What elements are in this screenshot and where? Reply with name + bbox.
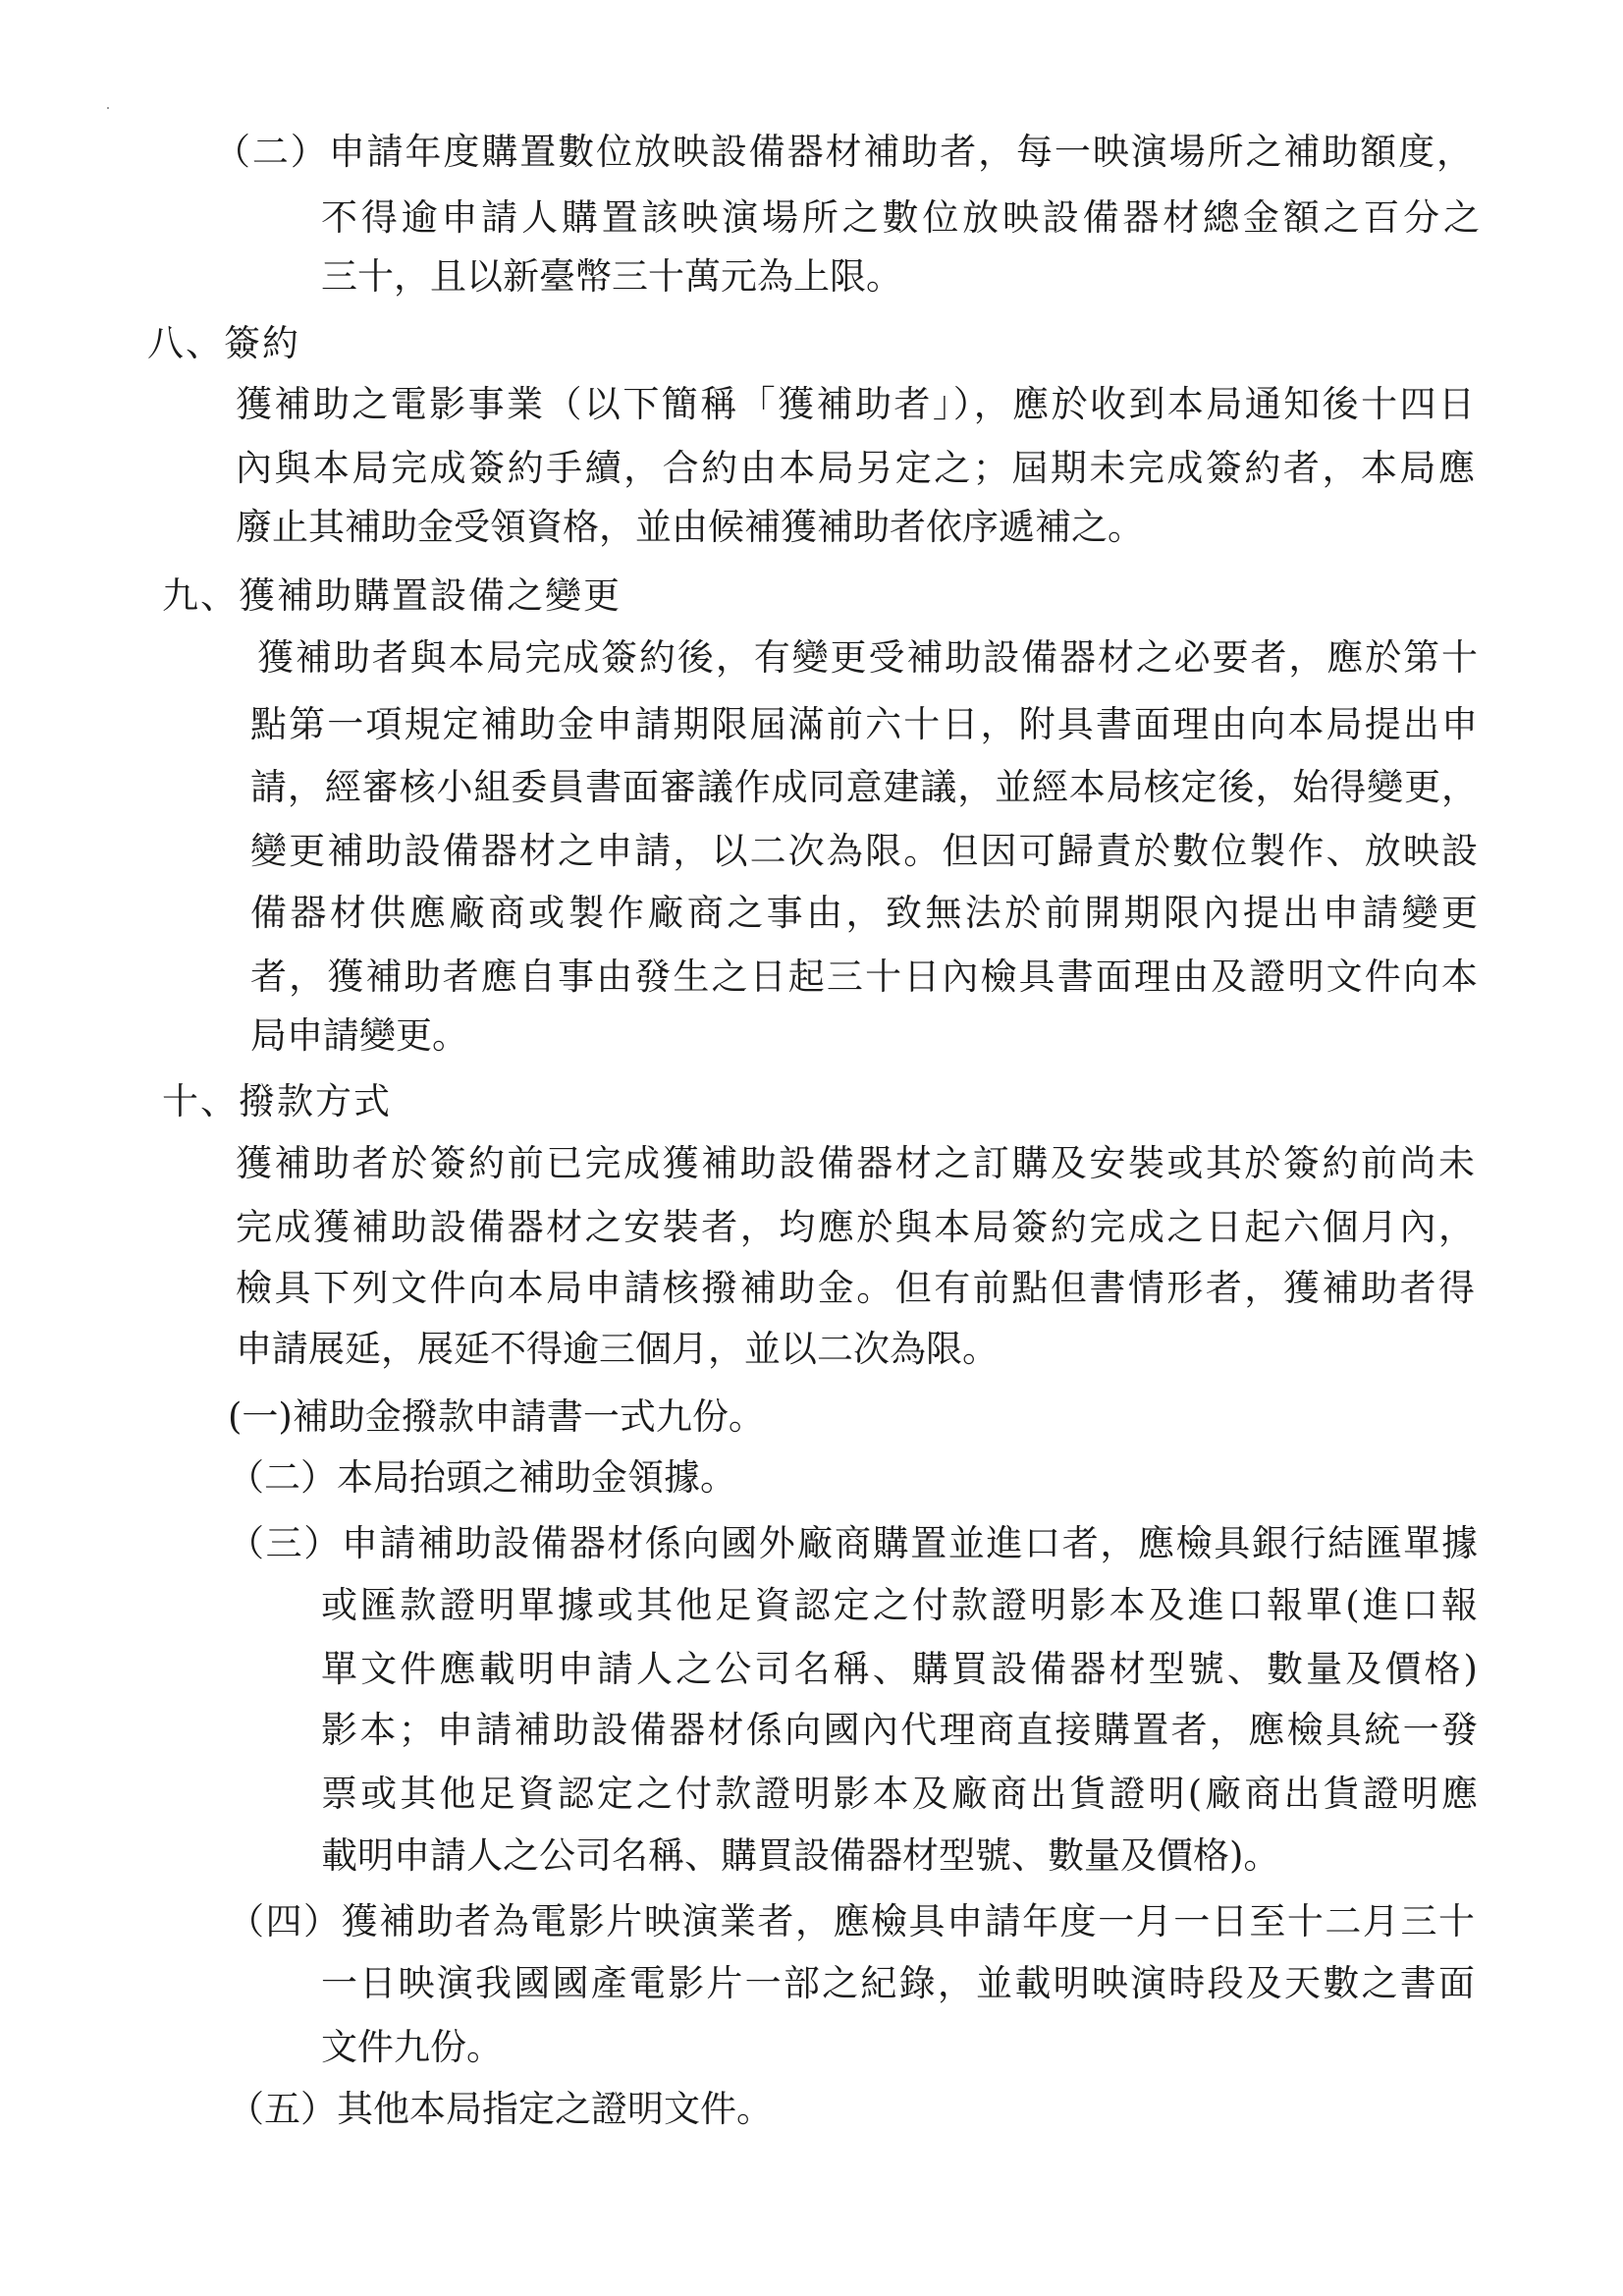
- list-item-line: 影本；申請補助設備器材係向國內代理商直接購置者，應檢具統一發: [321, 1709, 1478, 1751]
- list-item-line: （四）獲補助者為電影片映演業者，應檢具申請年度一月一日至十二月三十: [228, 1900, 1475, 1942]
- paragraph-line: 獲補助者與本局完成簽約後，有變更受補助設備器材之必要者，應於第十: [257, 636, 1478, 679]
- list-item-line: 或匯款證明單據或其他足資認定之付款證明影本及進口報單(進口報: [321, 1584, 1478, 1626]
- item-7-2-line: 三十，且以新臺幣三十萬元為上限。: [321, 255, 902, 298]
- item-7-2-line: （二）申請年度購置數位放映設備器材補助者，每一映演場所之補助額度，: [214, 131, 1473, 173]
- list-item-line: 單文件應載明申請人之公司名稱、購買設備器材型號、數量及價格): [321, 1648, 1478, 1690]
- paragraph-line: 點第一項規定補助金申請期限屆滿前六十日，附具書面理由向本局提出申: [250, 703, 1478, 745]
- list-item-line: 載明申請人之公司名稱、購買設備器材型號、數量及價格)。: [321, 1834, 1280, 1877]
- section-8-heading: 八、簽約: [147, 322, 300, 364]
- paragraph-line: 廢止其補助金受領資格，並由候補獲補助者依序遞補之。: [236, 506, 1144, 548]
- paragraph-line: 申請展延，展延不得逾三個月，並以二次為限。: [236, 1328, 999, 1370]
- paragraph-line: 內與本局完成簽約手續，合約由本局另定之；屆期未完成簽約者，本局應: [236, 447, 1475, 489]
- item-7-2-line: 不得逾申請人購置該映演場所之數位放映設備器材總金額之百分之: [321, 196, 1480, 239]
- list-item-line: （三）申請補助設備器材係向國外廠商購置並進口者，應檢具銀行結匯單據: [228, 1522, 1478, 1564]
- list-item-line: 文件九份。: [321, 2026, 503, 2068]
- paragraph-line: 獲補助之電影事業（以下簡稱「獲補助者」），應於收到本局通知後十四日: [236, 383, 1475, 425]
- paragraph-line: 獲補助者於簽約前已完成獲補助設備器材之訂購及安裝或其於簽約前尚未: [236, 1142, 1475, 1184]
- paragraph-line: 者，獲補助者應自事由發生之日起三十日內檢具書面理由及證明文件向本: [250, 956, 1478, 998]
- list-item-1: (一)補助金撥款申請書一式九份。: [228, 1395, 765, 1438]
- list-item-line: 票或其他足資認定之付款證明影本及廠商出貨證明(廠商出貨證明應: [321, 1773, 1478, 1815]
- list-item-2: （二）本局抬頭之補助金領據。: [228, 1456, 736, 1499]
- paragraph-line: 完成獲補助設備器材之安裝者，均應於與本局簽約完成之日起六個月內，: [236, 1206, 1475, 1248]
- section-9-heading: 九、獲補助購置設備之變更: [162, 574, 622, 617]
- scan-speck: [107, 107, 109, 109]
- paragraph-line: 備器材供應廠商或製作廠商之事由，致無法於前開期限內提出申請變更: [250, 892, 1478, 934]
- section-10-heading: 十、撥款方式: [162, 1080, 392, 1122]
- paragraph-line: 局申請變更。: [250, 1014, 468, 1057]
- paragraph-line: 檢具下列文件向本局申請核撥補助金。但有前點但書情形者，獲補助者得: [236, 1267, 1475, 1309]
- paragraph-line: 變更補助設備器材之申請，以二次為限。但因可歸責於數位製作、放映設: [250, 830, 1478, 872]
- list-item-5: （五）其他本局指定之證明文件。: [228, 2088, 773, 2130]
- paragraph-line: 請，經審核小組委員書面審議作成同意建議，並經本局核定後，始得變更，: [250, 766, 1478, 808]
- list-item-line: 一日映演我國國產電影片一部之紀錄，並載明映演時段及天數之書面: [321, 1962, 1475, 2004]
